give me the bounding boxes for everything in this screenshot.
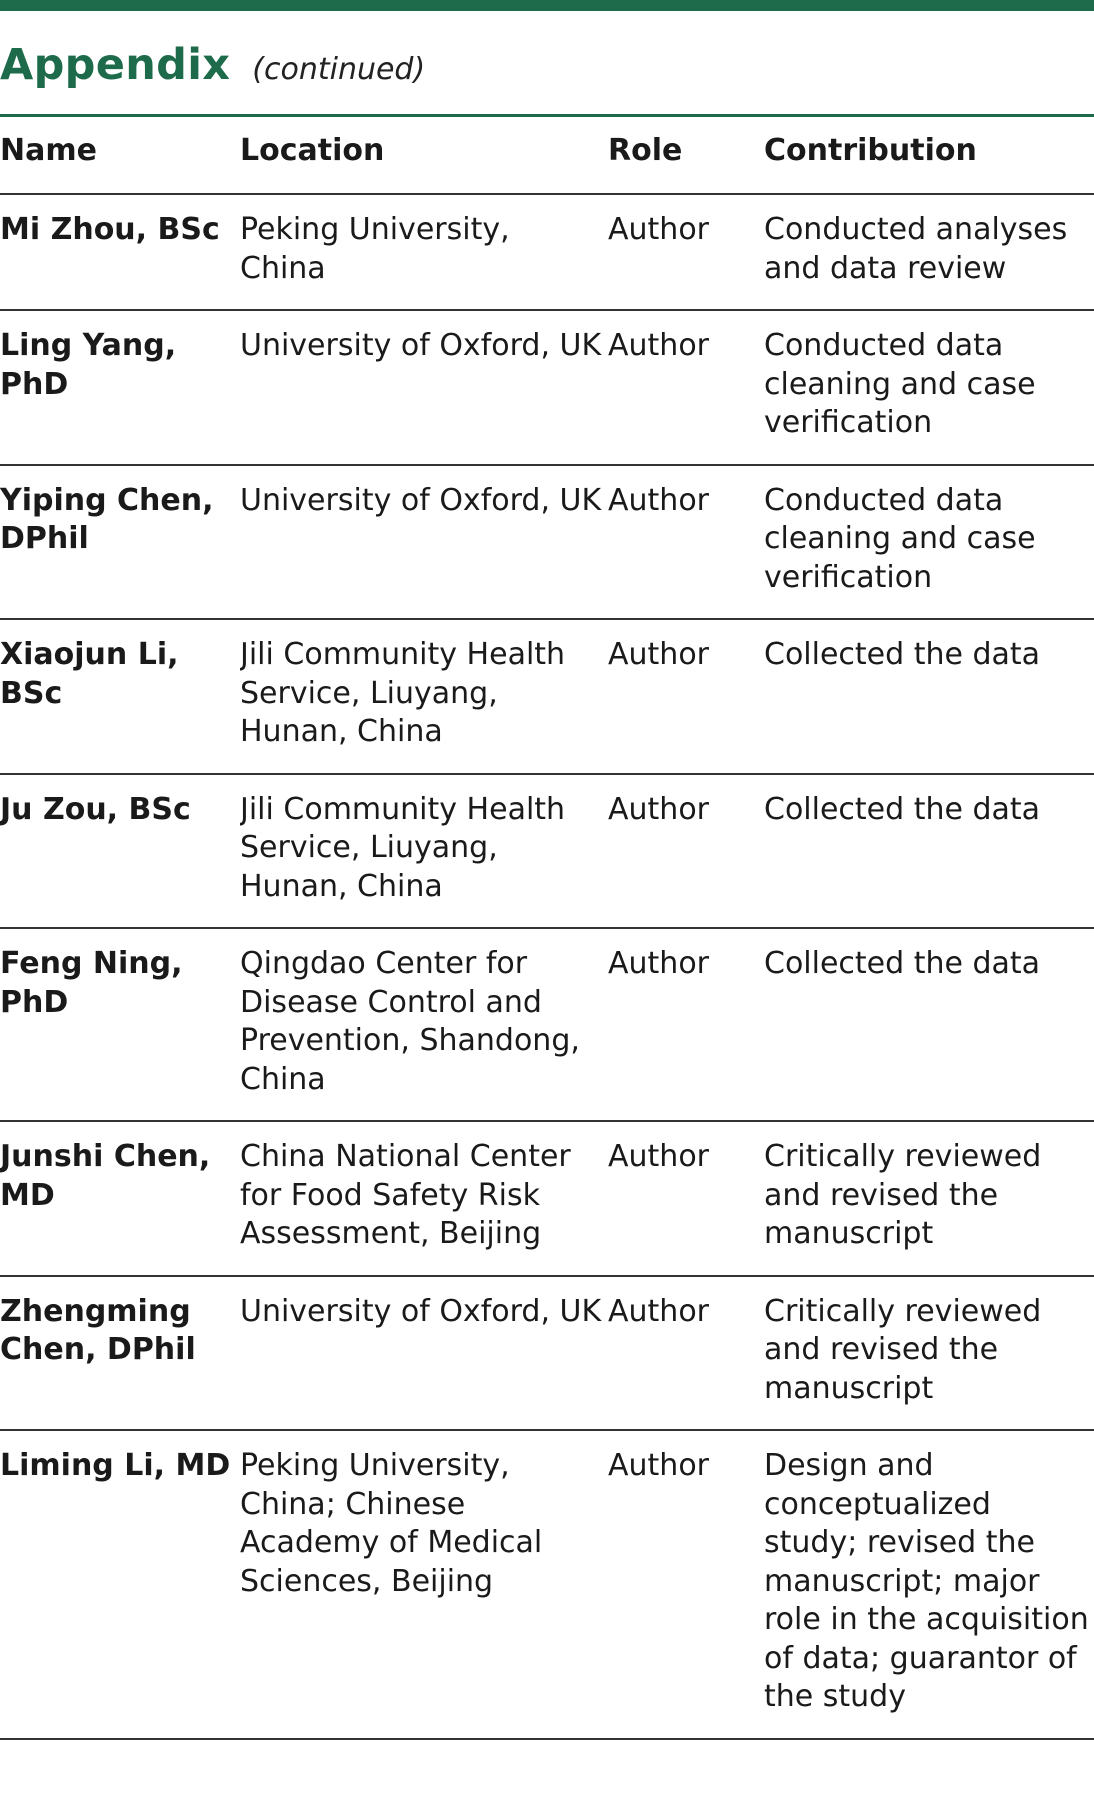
author-location: University of Oxford, UK — [240, 310, 608, 465]
author-location: Jili Community Health Service, Liuyang, Hunan, China — [240, 774, 608, 929]
author-contribution: Collected the data — [764, 619, 1094, 774]
author-name: Liming Li, MD — [0, 1430, 240, 1739]
top-accent-bar — [0, 0, 1094, 11]
table-row — [0, 1276, 1094, 1431]
appendix-table — [0, 117, 1094, 1740]
author-role: Author — [608, 310, 764, 465]
author-role: Author — [608, 774, 764, 929]
page-heading — [0, 40, 425, 90]
author-name: Yiping Chen, DPhil — [0, 465, 240, 620]
author-name: Ling Yang, PhD — [0, 310, 240, 465]
table-row — [0, 1430, 1094, 1739]
author-role: Author — [608, 928, 764, 1121]
author-name: Junshi Chen, MD — [0, 1121, 240, 1276]
author-contribution: Design and conceptualized study; revised the manuscript; major role in the acquisition of data; guarantor of the study — [764, 1430, 1094, 1739]
author-location: Peking University, China — [240, 194, 608, 310]
author-location: Peking University, China; Chinese Academy of Medical Sciences, Beijing — [240, 1430, 608, 1739]
table-row — [0, 194, 1094, 310]
author-role: Author — [608, 1121, 764, 1276]
author-contribution: Critically reviewed and revised the manuscript — [764, 1121, 1094, 1276]
author-name: Zhengming Chen, DPhil — [0, 1276, 240, 1431]
table-row — [0, 619, 1094, 774]
author-contribution: Collected the data — [764, 774, 1094, 929]
author-role: Author — [608, 1430, 764, 1739]
author-role: Author — [608, 619, 764, 774]
author-name: Xiaojun Li, BSc — [0, 619, 240, 774]
author-location: University of Oxford, UK — [240, 465, 608, 620]
page-subtitle: (continued) — [252, 52, 426, 87]
author-role: Author — [608, 194, 764, 310]
author-location: China National Center for Food Safety Risk Assessment, Beijing — [240, 1121, 608, 1276]
column-header-location: Location — [240, 117, 608, 194]
header-row — [0, 117, 1094, 194]
page-title: Appendix — [0, 40, 231, 90]
author-contribution: Conducted analyses and data review — [764, 194, 1094, 310]
author-name: Mi Zhou, BSc — [0, 194, 240, 310]
table-row — [0, 774, 1094, 929]
author-location: University of Oxford, UK — [240, 1276, 608, 1431]
table-row — [0, 465, 1094, 620]
column-header-name: Name — [0, 117, 240, 194]
table-header — [0, 117, 1094, 194]
author-location: Jili Community Health Service, Liuyang, Hunan, China — [240, 619, 608, 774]
table-row — [0, 928, 1094, 1121]
author-role: Author — [608, 1276, 764, 1431]
author-contribution: Conducted data cleaning and case verification — [764, 310, 1094, 465]
table-body — [0, 194, 1094, 1739]
column-header-contribution: Contribution — [764, 117, 1094, 194]
author-role: Author — [608, 465, 764, 620]
table-row — [0, 310, 1094, 465]
author-location: Qingdao Center for Disease Control and Prevention, Shandong, China — [240, 928, 608, 1121]
author-contribution: Conducted data cleaning and case verification — [764, 465, 1094, 620]
author-contribution: Collected the data — [764, 928, 1094, 1121]
author-name: Ju Zou, BSc — [0, 774, 240, 929]
author-contribution: Critically reviewed and revised the manuscript — [764, 1276, 1094, 1431]
table-row — [0, 1121, 1094, 1276]
column-header-role: Role — [608, 117, 764, 194]
author-name: Feng Ning, PhD — [0, 928, 240, 1121]
